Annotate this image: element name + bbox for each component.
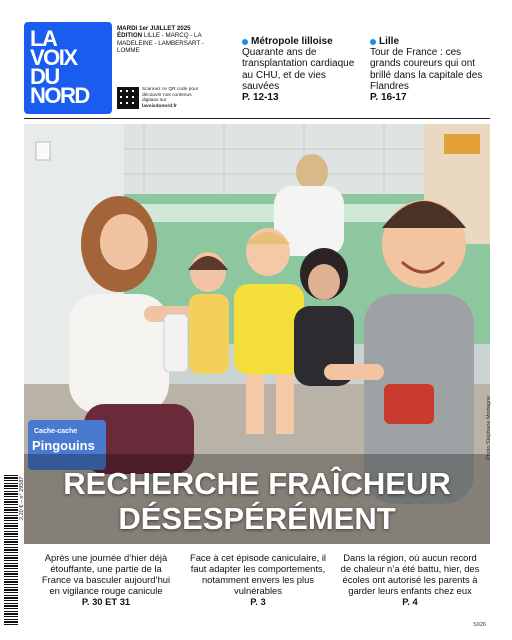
logo-line: LA: [30, 26, 57, 51]
price-label: 2,20 € – n° 29587: [19, 476, 25, 520]
teaser-lille[interactable]: [370, 36, 490, 103]
story-page: P. 3: [250, 596, 266, 607]
story-column[interactable]: [340, 552, 480, 607]
section-dot-icon: [370, 39, 376, 45]
story-text: Dans la région, où aucun record de chaleur n’a été battu, hier, des écoles ont autorisé les parents à garder leurs enfants chez eux: [340, 552, 480, 596]
issue-date: MARDI 1er JUILLET 2025: [117, 25, 191, 32]
section-dot-icon: [242, 39, 248, 45]
masthead-divider: [24, 118, 490, 119]
qr-site-link[interactable]: lavoixdunord.fr: [142, 103, 177, 109]
headline-line: DÉSESPÉRÉMENT: [118, 501, 396, 536]
qr-caption: [142, 87, 200, 109]
photo-credit: Photo Stéphane Mortagne: [486, 395, 492, 460]
logo-line: NORD: [30, 83, 89, 108]
teaser-metropole[interactable]: [242, 36, 362, 103]
logo-line: DU: [30, 64, 59, 89]
teaser-section: [370, 36, 490, 47]
story-text: Après une journée d’hier déjà étouffante, une partie de la France va basculer aujourd’hui en vigilance rouge canicule: [41, 552, 171, 596]
newspaper-logo[interactable]: [24, 22, 112, 114]
teaser-section-label: Métropole lilloise: [251, 36, 333, 47]
teaser-text: Quarante ans de transplantation cardiaque au CHU, et de vies sauvées: [242, 47, 355, 92]
teaser-page: P. 12-13: [242, 92, 279, 104]
edition-places: LILLE - MARCQ - LA MADELEINE - LAMBERSART - LOMME: [117, 32, 204, 55]
teaser-section: [242, 36, 362, 47]
teaser-text: Tour de France : ces grands coureurs qui ont brillé dans la capitale des Flandres: [370, 47, 483, 92]
story-column[interactable]: [36, 552, 176, 607]
edition-info: [117, 25, 227, 55]
headline-line: RECHERCHE FRAÎCHEUR: [63, 466, 451, 501]
qr-code[interactable]: [117, 87, 139, 109]
cover-headline[interactable]: [24, 466, 490, 536]
story-page: P. 30 ET 31: [81, 596, 131, 607]
edition-label: ÉDITION: [117, 32, 143, 40]
story-page: P. 4: [402, 596, 418, 607]
sign-text: Cache-cache: [34, 428, 78, 435]
story-text: Face à cet épisode caniculaire, il faut adapter les comportements, notamment envers les plus vulnérables: [189, 552, 326, 596]
barcode: [4, 473, 18, 625]
teaser-section-label: Lille: [379, 36, 400, 47]
story-column[interactable]: [188, 552, 328, 607]
logo-line: VOIX: [30, 45, 77, 70]
teaser-page: P. 16-17: [370, 92, 407, 104]
qr-text: Scannez ce QR code pour découvrir nos contenus digitaux sur: [142, 87, 199, 104]
footer-code: S926: [473, 622, 486, 628]
sign-text: Pingouins: [32, 438, 95, 453]
